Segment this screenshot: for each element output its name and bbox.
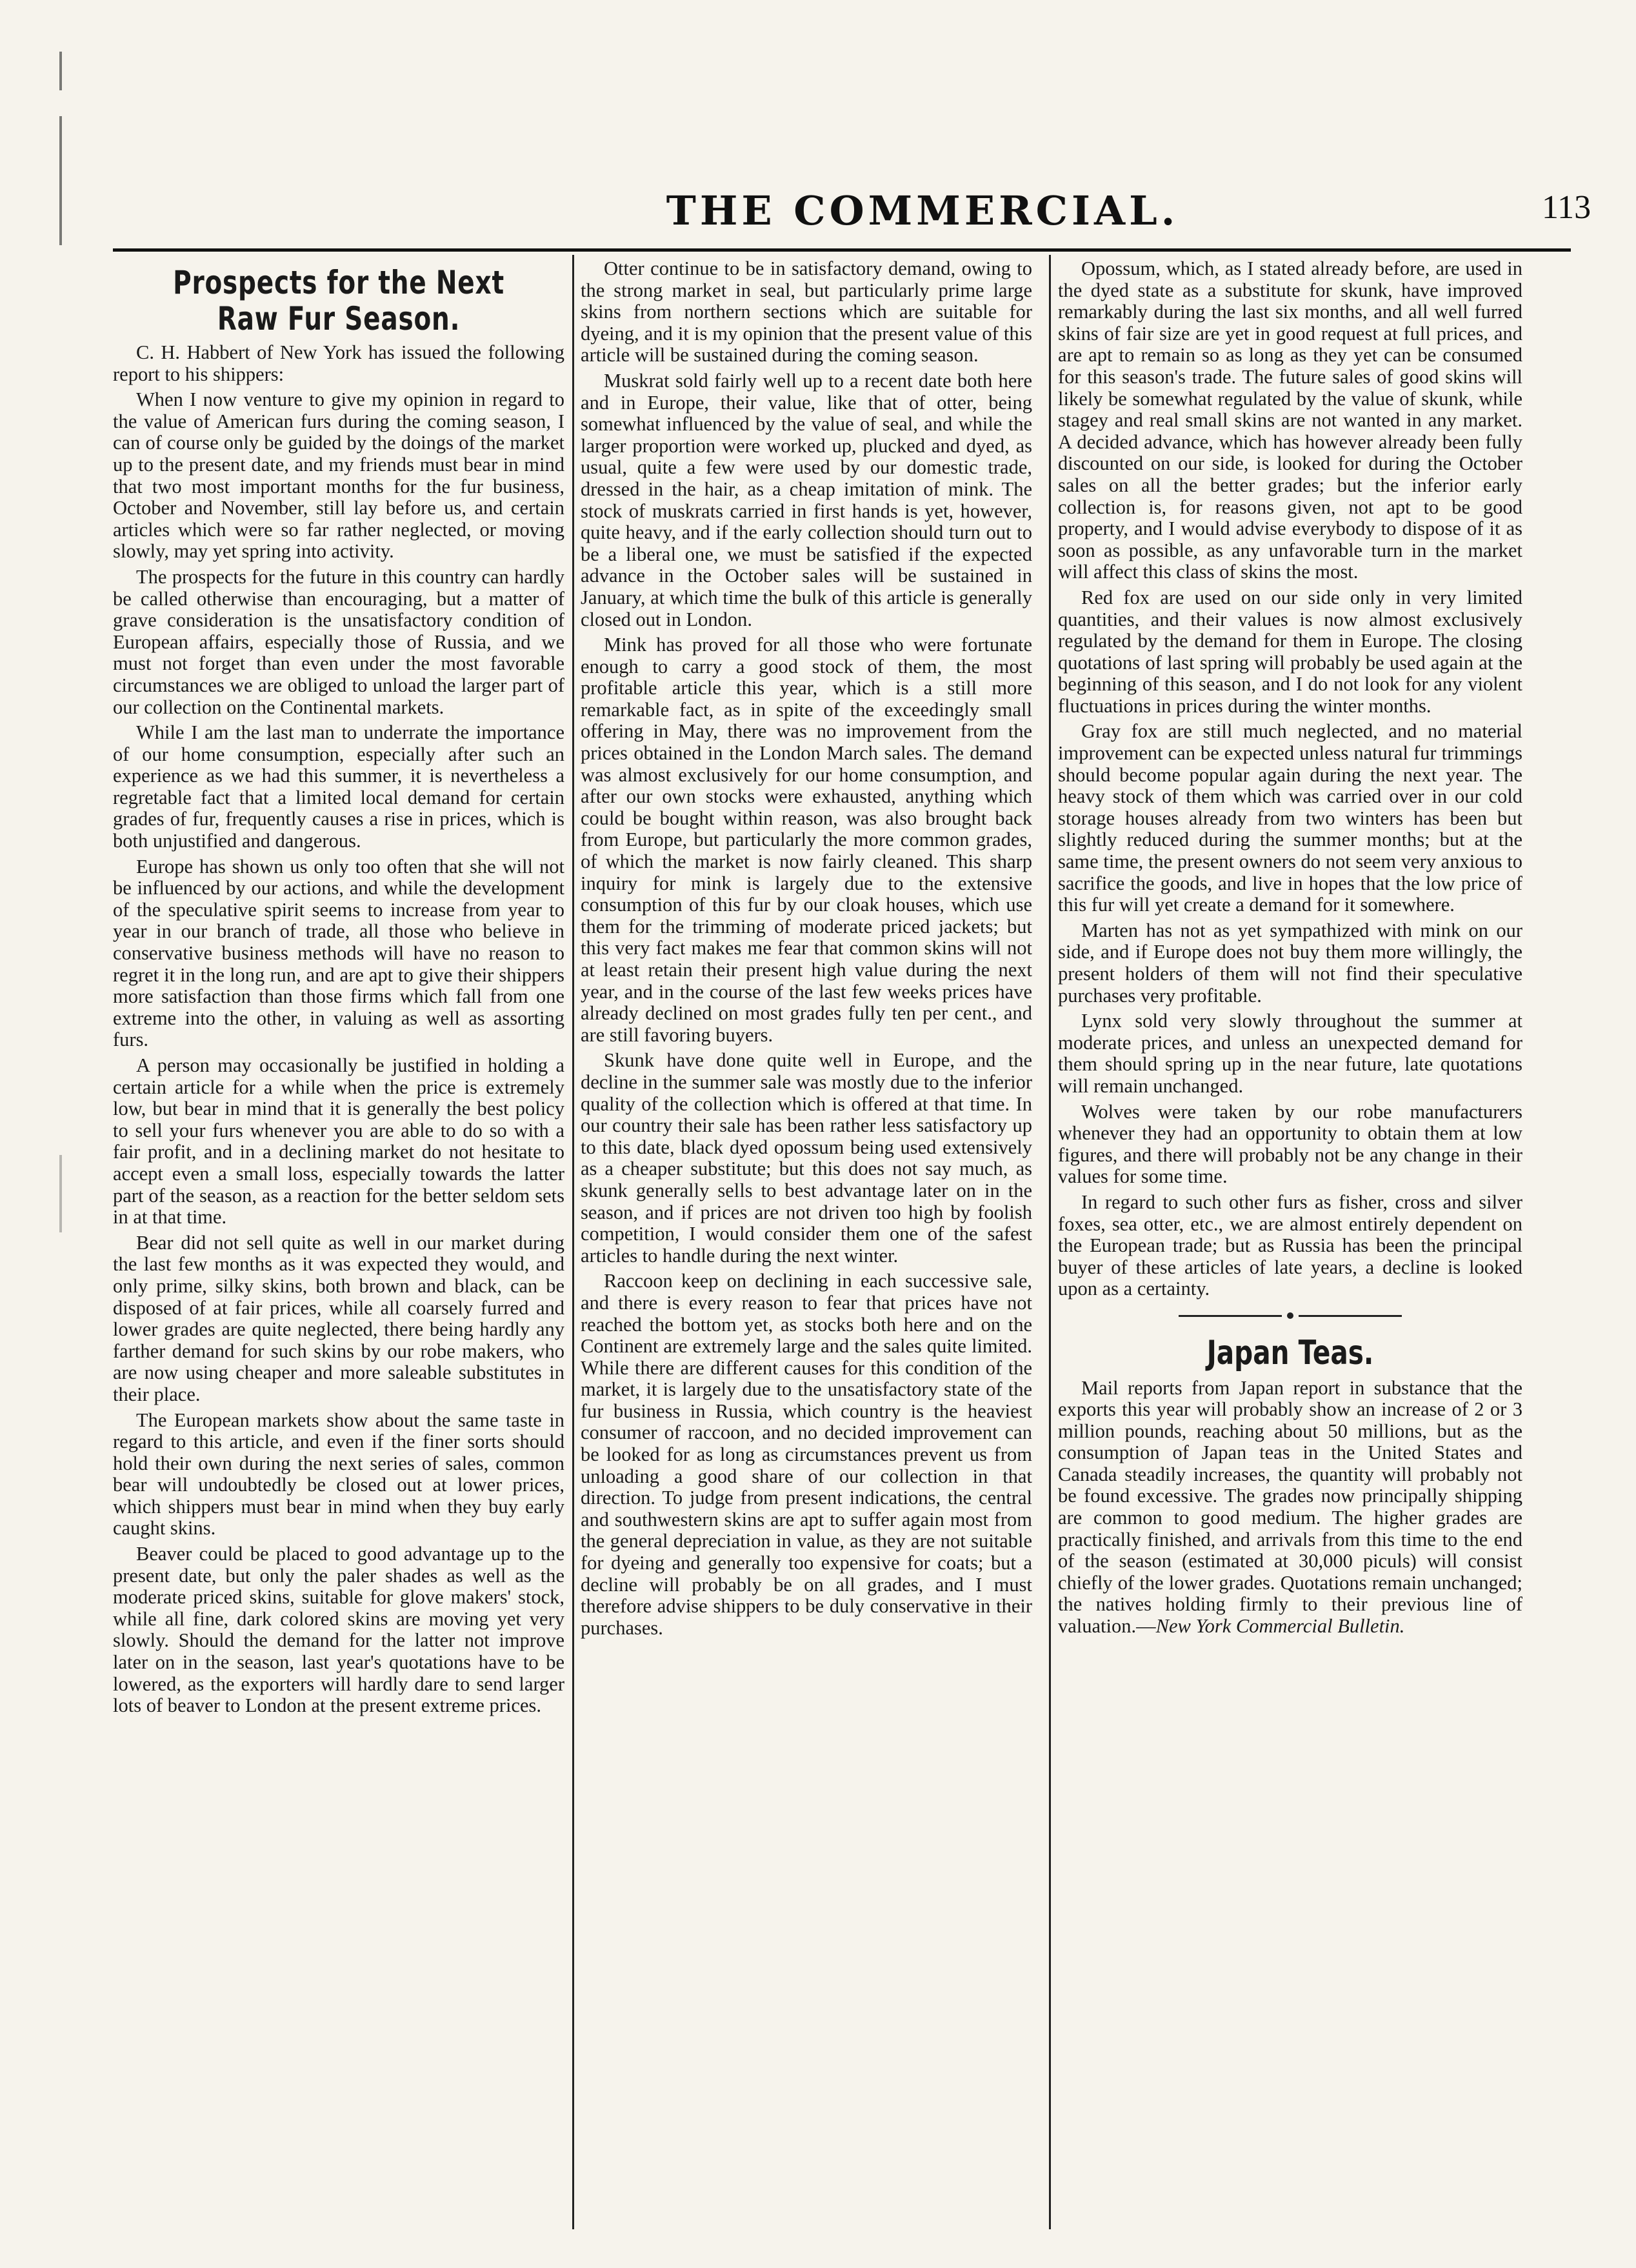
article-paragraph: When I now venture to give my opinion in regard to the value of American furs during the coming season, I can of course only be guided by the doings of the market up to the present date, and my friends must bear in mind that two most important months for the fur business, October and November, still lay before us, and certain articles which were so far rather neglected, or moving slowly, may yet spring into activity.	[113, 388, 564, 563]
article-paragraph: Mink has proved for all those who were fortunate enough to carry a good stock of them, the most profitable article this year, which is a still more remarkable fact, as in spite of the exceedingly small offering in May, there was no improvement from the prices obtained in the London March sales. The demand was almost exclusively for our home consumption, and after our own stocks were exhausted, anything which could be bought within reason, was also brought back from Europe, but particularly the more common grades, of which the market is now fairly cleaned. This sharp inquiry for mink is largely due to the extensive consumption of this fur by our cloak houses, which use them for the trimming of moderate priced jackets; but this very fact makes me fear that common skins will not at least retain their present high value during the next year, and in the course of the last few weeks prices have already declined on most grades fully ten per cent., and are still favoring buyers.	[581, 634, 1032, 1046]
article-paragraph: A person may occasionally be justified in holding a certain article for a while when the price is extremely low, but bear in mind that it is generally the best policy to sell your furs whenever you are able to do so with a fair profit, and in a declining market do not hesitate to accept even a small loss, especially towards the latter part of the season, as a reaction for the better seldom sets in at that time.	[113, 1054, 564, 1229]
article-paragraph: C. H. Habbert of New York has issued the following report to his shippers:	[113, 341, 564, 385]
article-paragraph: Bear did not sell quite as well in our market during the last few months as it was expected they would, and only prime, silky skins, both brown and black, can be disposed of at fair prices, while all coarsely furred and lower grades are quite neglected, there being hardly any farther demand for such skins by our robe makers, who are now using cheaper and more saleable substitutes in their place.	[113, 1231, 564, 1405]
article-paragraph: Europe has shown us only too often that she will not be influenced by our actions, and while the development of the speculative spirit seems to increase from year to year in our branch of trade, all those who believe in conservative business methods will have no reason to regret it in the long run, and are apt to give their shippers more satisfaction than those firms which fall from one extreme into the other, in valuing as well as assorting furs.	[113, 855, 564, 1051]
article-paragraph	[1058, 1378, 1522, 1638]
article-paragraph: Otter continue to be in satisfactory demand, owing to the strong market in seal, but particularly prime large skins from northern sections which are suitable for dyeing, and it is my opinion that the present value of this article will be sustained during the coming season.	[581, 258, 1032, 366]
binding-edge-mark	[59, 1155, 62, 1232]
binding-edge-mark	[59, 52, 62, 90]
article-paragraph: Gray fox are still much neglected, and no material improvement can be expected unless natural fur trimmings should become popular again during the next year. The heavy stock of them which was carried over in our cold storage houses already from two winters has been but slightly reduced during the summer months; but at the same time, the present owners do not seem very anxious to sacrifice the goods, and live in hopes that the low price of this fur will yet create a demand for it somewhere.	[1058, 720, 1522, 916]
article-paragraph: The European markets show about the same taste in regard to this article, and even if the finer sorts should hold their own during the next series of sales, common bear will undoubtedly be closed out at lower prices, which shippers must bear in mind when they buy early caught skins.	[113, 1409, 564, 1540]
column-rule	[1049, 255, 1051, 2229]
article-paragraph: Wolves were taken by our robe manufacturers whenever they had an opportunity to obtain them at low figures, and there will probably not be any change in their values for some time.	[1058, 1100, 1522, 1188]
article-divider	[1058, 1304, 1522, 1326]
article-paragraph: Muskrat sold fairly well up to a recent date both here and in Europe, their value, like that of otter, being somewhat influenced by the value of seal, and while the larger proportion were worked up, plucked and dyed, as usual, quite a few were used by our domestic trade, dressed in the hair, as a cheap imitation of mink. The stock of muskrats carried in first hands is yet, however, quite heavy, and if the early collection should turn out to be a liberal one, we must be satisfied if the expected advance in the October sales will be sustained in January, at which time the bulk of this article is generally closed out in London.	[581, 369, 1032, 630]
article-paragraph: Marten has not as yet sympathized with mink on our side, and if Europe does not buy them more willingly, the present holders of them will not find their speculative purchases very profitable.	[1058, 919, 1522, 1007]
page-number: 113	[1542, 189, 1591, 226]
column-1	[113, 258, 564, 2226]
masthead-title: THE COMMERCIAL.	[666, 187, 1179, 234]
article-paragraph: Raccoon keep on declining in each successive sale, and there is every reason to fear that prices have not reached the bottom yet, as stocks both here and on the Continent are extremely large and the sales quite limited. While there are different causes for this condition of the market, it is largely due to the unsatisfactory state of the fur business in Russia, which country is the heaviest consumer of raccoon, and no decided improvement can be looked for as long as circumstances prevent us from unloading a good share of our collection in that direction. To judge from present indications, the central and southwestern skins are apt to suffer again most from the general depreciation in value, as they are not suitable for dyeing and generally too expensive for coats; but a decline will probably be on all grades, and I must therefore advise shippers to be duly conservative in their purchases.	[581, 1270, 1032, 1639]
article-paragraph: Opossum, which, as I stated already before, are used in the dyed state as a substitute for skunk, have improved remarkably during the last six months, and all well furred skins of fair size are yet in good request at full prices, and are apt to remain so as long as they yet can be consumed for this season's trade. The future sales of good skins will likely be somewhat regulated by the value of skunk, while stagey and real small skins are not wanted in any market. A decided advance, which has however already been fully discounted on our side, is looked for during the October sales on all the better grades; but the inferior early collection is, for reasons given, not apt to be good property, and I would advise everybody to dispose of it as soon as possible, as any unfavorable turn in the market will affect this class of skins the most.	[1058, 258, 1522, 583]
masthead-rule	[113, 248, 1571, 252]
masthead	[0, 187, 1636, 252]
column-3	[1058, 258, 1522, 2226]
column-2	[581, 258, 1032, 2226]
article-headline: Japan Teas.	[1206, 1333, 1374, 1372]
article-paragraph: Red fox are used on our side only in very limited quantities, and their values is now almost exclusively regulated by the demand for them in Europe. The closing quotations of last spring will probably be used again at the beginning of this season, and I do not look for any violent fluctuations in prices during the winter months.	[1058, 586, 1522, 717]
article-source: New York Commercial Bulletin.	[1155, 1615, 1405, 1638]
article-paragraph: Lynx sold very slowly throughout the summer at moderate prices, and unless an unexpected demand for them should spring up in the near future, late quotations will remain unchanged.	[1058, 1010, 1522, 1097]
article-paragraph: Skunk have done quite well in Europe, and the decline in the summer sale was mostly due to the inferior quality of the collection which is offered at that time. In our country their sale has been rather less satisfactory up to this date, black dyed opossum being used extensively as a cheaper substitute; but this does not say much, as skunk generally sells to best advantage later on in the season, and if prices are not driven too high by foolish competition, I would consider them one of the safest articles to handle during the next winter.	[581, 1049, 1032, 1267]
article-headline: Prospects for the Next Raw Fur Season.	[173, 264, 504, 337]
article-paragraph: While I am the last man to underrate the importance of our home consumption, especially after such an experience as we had this summer, it is nevertheless a regretable fact that a limited local demand for certain grades of fur, frequently causes a rise in prices, which is both unjustified and dangerous.	[113, 721, 564, 852]
column-rule	[572, 255, 574, 2229]
article-paragraph: The prospects for the future in this country can hardly be called otherwise than encouraging, but a matter of grave consideration is the unsatisfactory condition of European affairs, especially those of Russia, and we must not forget than even under the most favorable circumstances we are obliged to unload the larger part of our collection on the Continental markets.	[113, 565, 564, 718]
article-body: Mail reports from Japan report in substance that the exports this year will probably show an increase of 2 or 3 million pounds, reaching about 50 millions, but as the consumption of Japan teas in the United States and Canada steadily increases, the quantity will probably not be found excessive. The grades now principally shipping are common to good medium. The higher grades are practically finished, and arrivals from this time to the end of the season (estimated at 30,000 piculs) will consist chiefly of the lower grades. Quotations remain unchanged; the natives holding firmly to their previous line of valuation.—	[1058, 1376, 1522, 1638]
article-paragraph: In regard to such other furs as fisher, cross and silver foxes, sea otter, etc., we are almost entirely dependent on the European trade; but as Russia has been the principal buyer of these articles of late years, a decline is looked upon as a certainty.	[1058, 1190, 1522, 1300]
article-paragraph: Beaver could be placed to good advantage up to the present date, but only the paler shades as well as the moderate priced skins, suitable for glove makers' stock, while all fine, dark colored skins are moving yet very slowly. Should the demand for the latter not improve later on in the season, last year's quotations have to be lowered, as the exporters will hardly dare to send larger lots of beaver to London at the present extreme prices.	[113, 1543, 564, 1717]
